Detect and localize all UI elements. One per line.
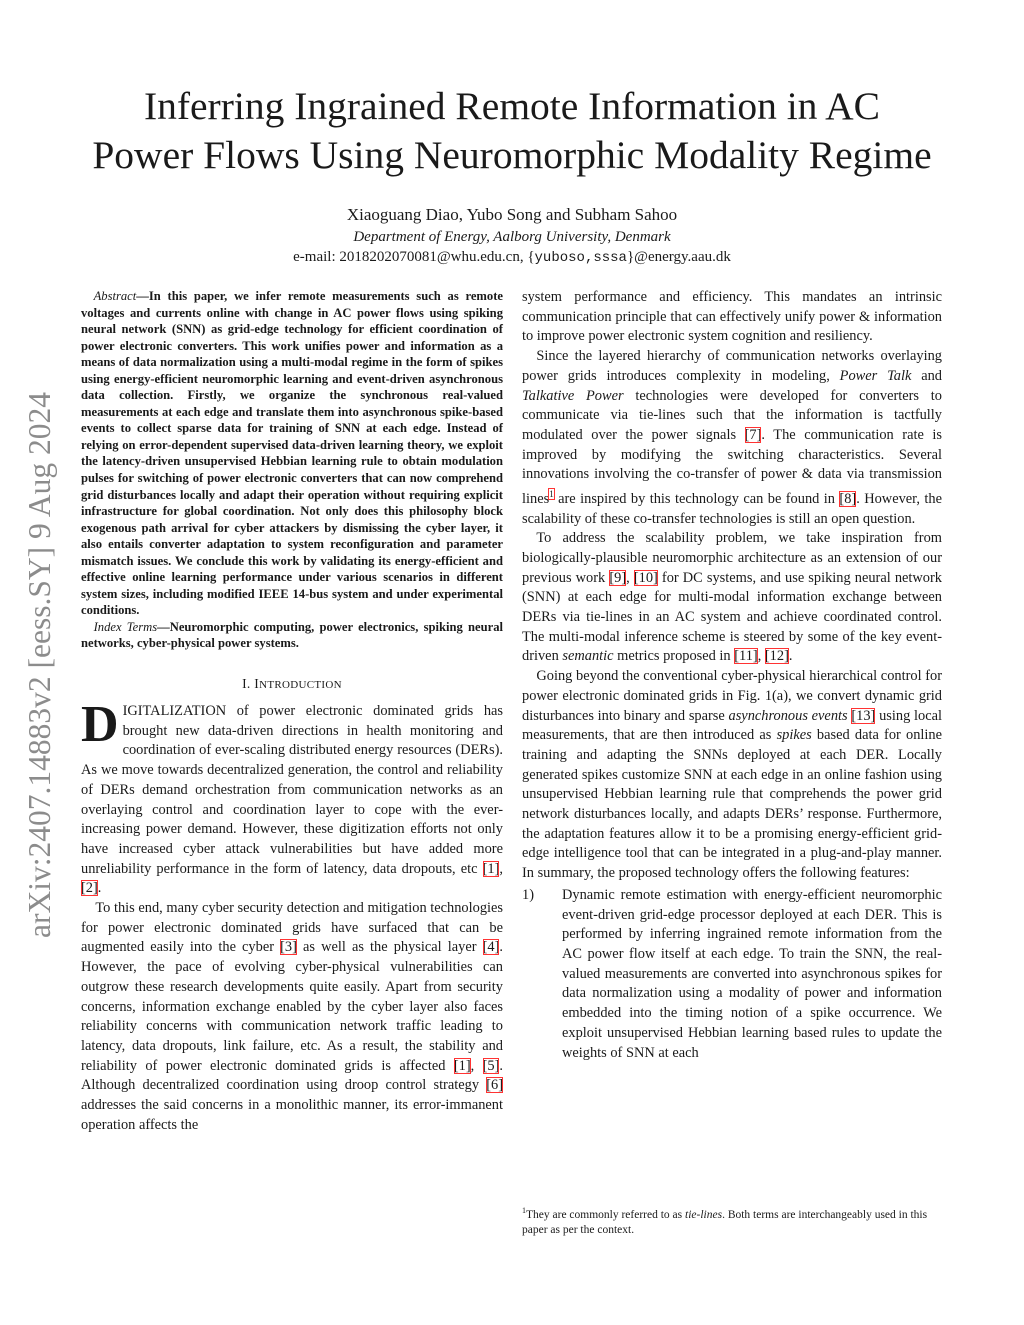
section-number: I. xyxy=(242,676,255,692)
intro-paragraph-2 xyxy=(81,899,503,1135)
emphasis: semantic xyxy=(562,648,614,665)
abstract-dash: — xyxy=(136,289,149,303)
abstract xyxy=(81,288,503,619)
right-paragraph-3 xyxy=(522,529,942,667)
section-title-rest: NTRODUCTION xyxy=(259,679,342,692)
section-heading-introduction xyxy=(81,676,503,692)
citation-link[interactable]: [5] xyxy=(482,1057,500,1074)
text-run: technologies were developed for converters to communicate via tie-lines such that the information is tactfully modulated over the power signals xyxy=(522,387,942,443)
list-item-number: 1) xyxy=(522,886,534,903)
text-run: . The communication rate is improved by modifying the switching characteristics. Several innovations involving the co-transfer of power & data via transmission lines xyxy=(522,426,942,507)
text-run: Since the layered hierarchy of communication networks overlaying power grids introduces complexity in modeling, xyxy=(522,348,942,384)
abstract-text: In this paper, we infer remote measurements such as remote voltages and currents online with change in AC power flows using spiking neural network (SNN) as grid-edge technology for efficient coordination of power electronic converters. This work unifies power and information as a means of data normalization using a multi-modal regime in the form of spikes using energy-efficient neuromorphic learning and event-driven asynchronous data collection. Firstly, we organize the synchronous real-valued measurements at each edge and translate them into asynchronous spike-based events to collect sparse data for training of SNN at each edge. Instead of relying on error-dependent supervised data-driven learning theory, we exploit the latency-driven unsupervised Hebbian learning rule to obtain modulation pulses for switching of power electronic converters that can now comprehend grid disturbances locally and adapt their operation without requiring explicit infrastructure for global coordination. Not only does this philosophy block exogenous path arrival for cyber attackers by dismissing the cyber layer, it also entails converter adaptation to system reconfiguration and parameter mismatch issues. We conclude this work by validating its energy-efficient and effective online learning performance under various scenarios in different system sizes, including modified IEEE 14-bus system and under experimental conditions. xyxy=(81,289,503,618)
citation-link[interactable]: [7] xyxy=(744,426,762,443)
right-column xyxy=(522,288,942,1063)
text-run: . However, the pace of evolving cyber-physical vulnerabilities can outgrow these research developments quite easily. Apart from security concerns, information exchange enabled by the cyber layer also faces reliability concerns with communication network traffic leading to latency, data dropouts, link failure, etc. As a result, the stability and reliability of power electronic dominated grids is affected xyxy=(81,939,503,1074)
citation-link[interactable]: [11] xyxy=(734,648,758,665)
citation-link[interactable]: [6] xyxy=(486,1077,503,1094)
text-run: . However, the scalability of these co-transfer technologies is still an open question. xyxy=(522,490,942,527)
text-run: addresses the said concerns in a monolithic manner, its error-immanent operation affects the xyxy=(81,1097,503,1133)
text-run: . Although decentralized coordination using droop control strategy xyxy=(81,1057,503,1094)
text-run: and xyxy=(911,367,942,384)
text-run: To address the scalability problem, we take inspiration from biologically-plausible neuromorphic architecture as an extension of our previous work xyxy=(522,530,942,586)
list-item-text: Dynamic remote estimation with energy-efficient neuromorphic event-driven grid-edge processor deployed at each DER. This is performed by inferring ingrained remote information from the AC power flow itself at each edge. To train the SNN, the real-valued measurements are converted into asynchronous spikes for data normalization using a modality of power and information embedded into the timing notion of a spike occurrence. We exploit unsupervised Hebbian learning based rules to update the weights of SNN at each xyxy=(562,886,942,1061)
email-usernames: yuboso,sssa xyxy=(534,250,627,266)
footnote xyxy=(522,1203,942,1238)
citation-separator: , xyxy=(470,1057,483,1074)
citation-link[interactable]: [9] xyxy=(609,569,627,586)
section-title-first: I xyxy=(254,676,260,692)
intro-p1-text: IGITALIZATION of power electronic dominated grids has brought new data-driven directions in health monitoring and coordination of ever-scaling distributed energy resources (DERs). As we move towards decentralized generation, the control and reliability of DERs demand orchestration from communication networks as an overlaying control and coordination layer to cope with the ever-increasing power demand. However, these digitization efforts not only have increased cyber attack vulnerabilities but have added more unreliability performance in the form of latency, data dropouts, etc xyxy=(81,703,503,877)
emphasis: spikes xyxy=(776,727,812,744)
index-terms-label: Index Terms xyxy=(93,619,158,634)
index-terms-text: Neuromorphic computing, power electronics, spiking neural networks, cyber-physical power systems. xyxy=(81,619,503,651)
citation-link[interactable]: [4] xyxy=(482,939,500,956)
right-paragraph-4 xyxy=(522,667,942,884)
footnote-marker-link[interactable]: 1 xyxy=(549,489,554,500)
arxiv-identifier xyxy=(10,345,70,985)
text-run: are inspired by this technology can be found in xyxy=(553,490,840,507)
right-paragraph-2 xyxy=(522,347,942,529)
index-terms xyxy=(81,619,503,652)
text-run: for DC systems, and use spiking neural network (SNN) at each edge for multi-modal information exchange between DERs via tie-lines in an AC system and achieve coordinated control. The multi-modal inference scheme is steered by some of the key event-driven xyxy=(522,569,942,665)
text-run: Going beyond the conventional cyber-physical hierarchical control for power electronic dominated grids in Fig. 1(a), we convert dynamic grid disturbances into binary and sparse xyxy=(522,668,942,724)
email-line xyxy=(60,247,964,268)
text-run: To this end, many cyber security detection and mitigation technologies for power electronic dominated grids have surfaced that can be augmented easily into the cyber xyxy=(81,900,503,956)
emphasis: asynchronous events xyxy=(728,707,848,724)
text-run: They are commonly referred to as xyxy=(526,1208,686,1221)
right-paragraph-1: system performance and efficiency. This mandates an intrinsic communication principle that can effectively unify power & information to improve power electronic system cognition and resiliency. xyxy=(522,289,942,345)
citation-separator: , xyxy=(757,648,765,665)
citation-link[interactable]: [10] xyxy=(633,569,658,586)
footnote-number: 1 xyxy=(522,1206,526,1215)
citation-separator: , xyxy=(626,569,634,586)
email-prefix: e-mail: 2018202070081@whu.edu.cn, { xyxy=(293,249,535,265)
text-run: metrics proposed in xyxy=(613,648,735,665)
text-run: . Both terms are interchangeably used in this paper as per the context. xyxy=(522,1208,928,1236)
index-terms-dash: — xyxy=(157,619,170,634)
citation-link[interactable]: [13] xyxy=(851,707,876,724)
text-run: based data for online training and adapting the SNNs deployed at each DER. Locally generated spikes customize SNN at each edge in an online fashion using unsupervised Hebbian learning rule that comprehends the power grid network disturbances locally, and adapts DERs’ response. Furthermore, the adaptation features allow it to be a promising energy-efficient grid-edge intelligence tool that can be integrated in a plug-and-play manner. In summary, the proposed technology offers the following features: xyxy=(522,727,943,882)
citation-link[interactable]: [8] xyxy=(839,490,857,507)
emphasis: tie-lines xyxy=(685,1208,723,1221)
author-list: Xiaoguang Diao, Yubo Song and Subham Sahoo xyxy=(346,205,678,224)
emphasis: Power Talk xyxy=(839,367,912,384)
sentence-end: . xyxy=(97,880,102,897)
abstract-label: Abstract xyxy=(93,289,137,303)
citation-link[interactable]: [1] xyxy=(482,860,500,877)
affiliation: Department of Energy, Aalborg University, Denmark xyxy=(353,229,671,245)
drop-cap: D xyxy=(81,696,119,754)
feature-list xyxy=(522,886,942,1063)
text-run: . xyxy=(788,648,793,665)
paper-title xyxy=(60,82,964,180)
arxiv-identifier-text: arXiv:2407.14883v2 [eess.SY] 9 Aug 2024 xyxy=(22,392,57,938)
citation-link[interactable]: [1] xyxy=(453,1057,471,1074)
citation-link[interactable]: [2] xyxy=(81,880,98,897)
list-item xyxy=(522,886,942,1063)
emphasis: Talkative Power xyxy=(522,387,624,404)
email-suffix: }@energy.aau.dk xyxy=(626,249,731,265)
citation-link[interactable]: [12] xyxy=(764,648,789,665)
title-line-1: Inferring Ingrained Remote Information in AC xyxy=(143,84,881,128)
text-run: as well as the physical layer xyxy=(296,939,483,956)
left-column xyxy=(81,288,503,1136)
title-line-2: Power Flows Using Neuromorphic Modality Regime xyxy=(92,133,932,177)
intro-paragraph-1 xyxy=(81,696,503,899)
citation-separator: , xyxy=(499,860,503,877)
citation-link[interactable]: [3] xyxy=(280,939,297,956)
text-run: using local measurements, that are then introduced as xyxy=(522,707,942,744)
